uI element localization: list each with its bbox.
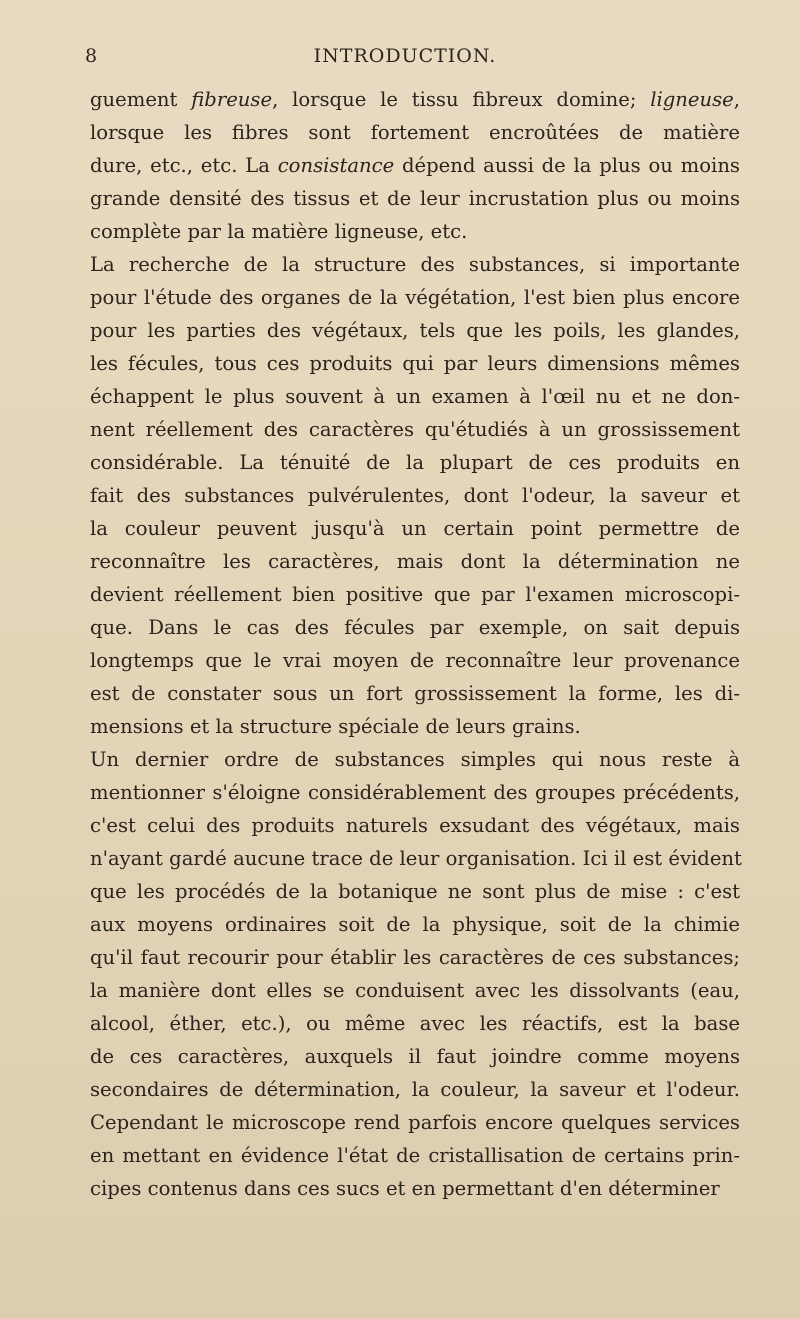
text-segment: de ces caractères, auxquels il faut joindre comme moyens [90,1045,740,1068]
text-line [90,1172,740,1205]
text-segment: reconnaître les caractères, mais dont la détermination ne [90,550,740,573]
paragraph [90,743,740,1205]
text-segment: lorsque les fibres sont fortement encroûtées de matière [90,121,740,144]
text-line [90,908,740,941]
text-line [90,149,740,182]
text-line [90,644,740,677]
text-line [90,83,740,116]
text-segment: les fécules, tous ces produits qui par leurs dimensions mêmes [90,352,740,375]
text-segment: complète par la matière ligneuse, etc. [90,220,468,243]
running-title: INTRODUCTION. [313,45,497,67]
text-line [90,875,740,908]
text-segment: cipes contenus dans ces sucs et en permettant d'en déterminer [90,1177,720,1200]
page-number: 8 [85,45,99,67]
text-segment: que les procédés de la botanique ne sont plus de mise : c'est [90,880,740,903]
text-line [90,1139,740,1172]
text-line [90,1073,740,1106]
text-line [90,281,740,314]
text-line [90,743,740,776]
text-segment: pour les parties des végétaux, tels que les poils, les glandes, [90,319,740,342]
italic-term: fibreuse [191,88,273,111]
text-segment: pour l'étude des organes de la végétation, l'est bien plus encore [90,286,740,309]
text-segment: , [733,88,740,111]
text-line [90,248,740,281]
text-segment: La recherche de la structure des substances, si importante [90,253,740,276]
text-segment: alcool, éther, etc.), ou même avec les réactifs, est la base [90,1012,740,1035]
text-line [90,347,740,380]
text-line [90,413,740,446]
text-segment: Un dernier ordre de substances simples qui nous reste à [90,748,740,771]
text-segment: c'est celui des produits naturels exsudant des végétaux, mais [90,814,740,837]
text-line [90,182,740,215]
text-segment: longtemps que le vrai moyen de reconnaître leur provenance [90,649,740,672]
paragraph [90,248,740,743]
text-line [90,1106,740,1139]
text-segment: que. Dans le cas des fécules par exemple, on sait depuis [90,616,740,639]
text-line [90,809,740,842]
text-segment: nent réellement des caractères qu'étudiés à un grossissement [90,418,740,441]
text-line [90,941,740,974]
text-segment: la manière dont elles se conduisent avec les dissolvants (eau, [90,979,740,1002]
text-line [90,545,740,578]
text-line [90,1040,740,1073]
text-segment: la couleur peuvent jusqu'à un certain point permettre de [90,517,740,540]
text-line [90,776,740,809]
text-segment: secondaires de détermination, la couleur, la saveur et l'odeur. [90,1078,740,1101]
body-text [90,83,740,1205]
text-segment: Cependant le microscope rend parfois encore quelques services [90,1111,740,1134]
text-line [90,380,740,413]
text-segment: mensions et la structure spéciale de leurs grains. [90,715,581,738]
text-segment: aux moyens ordinaires soit de la physique, soit de la chimie [90,913,740,936]
text-line [90,314,740,347]
paragraph [90,83,740,248]
text-line [90,974,740,1007]
text-segment: qu'il faut recourir pour établir les caractères de ces substances; [90,946,740,969]
text-line [90,578,740,611]
text-segment: dépend aussi de la plus ou moins [394,154,740,177]
text-segment: devient réellement bien positive que par l'examen microscopi- [90,583,740,606]
text-line [90,842,740,875]
text-line [90,710,740,743]
italic-term: consistance [277,154,395,177]
text-line [90,611,740,644]
text-segment: grande densité des tissus et de leur incrustation plus ou moins [90,187,740,210]
text-segment: en mettant en évidence l'état de cristallisation de certains prin- [90,1144,740,1167]
text-segment: mentionner s'éloigne considérablement des groupes précédents, [90,781,740,804]
text-segment: considérable. La ténuité de la plupart de ces produits en [90,451,740,474]
italic-term: ligneuse [650,88,734,111]
text-line [90,215,740,248]
page-header [85,45,725,75]
text-segment: dure, etc., etc. La [90,154,278,177]
text-segment: guement [90,88,192,111]
text-segment: est de constater sous un fort grossissement la forme, les di- [90,682,740,705]
text-segment: échappent le plus souvent à un examen à l'œil nu et ne don- [90,385,740,408]
text-line [90,677,740,710]
text-segment: , lorsque le tissu fibreux domine; [272,88,651,111]
text-line [90,446,740,479]
text-line [90,479,740,512]
text-line [90,116,740,149]
text-segment: n'ayant gardé aucune trace de leur organisation. Ici il est évident [90,847,742,870]
text-line [90,1007,740,1040]
text-segment: fait des substances pulvérulentes, dont l'odeur, la saveur et [90,484,740,507]
text-line [90,512,740,545]
